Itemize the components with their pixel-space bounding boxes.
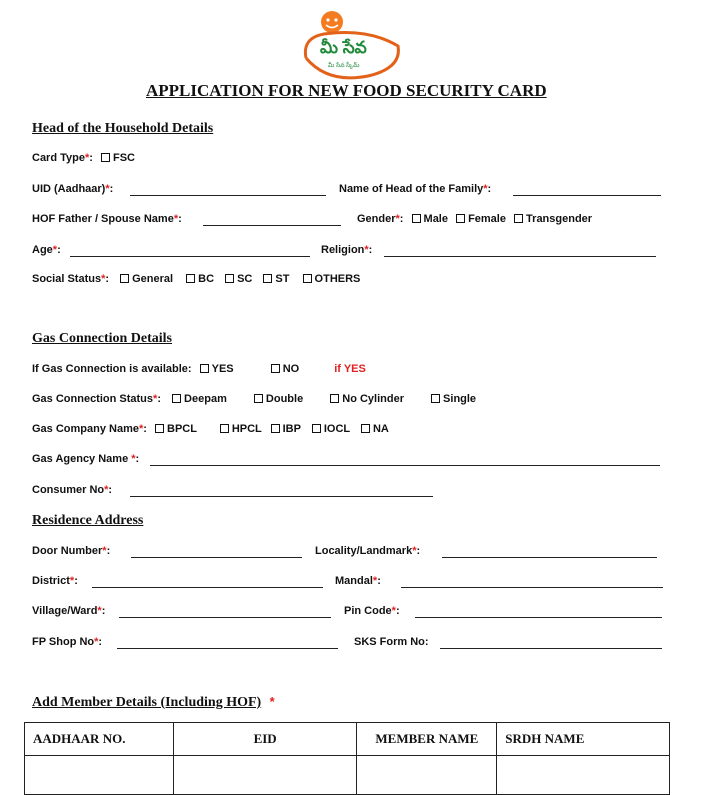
- hpcl-checkbox[interactable]: [220, 424, 229, 433]
- hof-father-field[interactable]: [203, 225, 341, 226]
- sks-form-field[interactable]: [440, 648, 662, 649]
- card-type-row: Card Type*: FSC: [32, 152, 135, 164]
- member-details-table: [24, 722, 670, 795]
- consumer-no-field[interactable]: [130, 496, 433, 497]
- if-yes-note: if YES: [334, 363, 366, 375]
- section-heading-household: Head of the Household Details: [32, 121, 214, 136]
- logo-tagline: మీ సేవ స్కీమ్: [328, 63, 360, 69]
- gas-company-row: Gas Company Name*: BPCL HPCL IBP IOCL NA: [32, 423, 389, 435]
- section-heading-residence: Residence Address: [32, 513, 144, 528]
- pin-code-field[interactable]: [415, 617, 662, 618]
- iocl-checkbox[interactable]: [312, 424, 321, 433]
- sks-form-label: SKS Form No:: [354, 636, 429, 648]
- member-table-header: [25, 723, 670, 756]
- general-checkbox[interactable]: [120, 274, 129, 283]
- no-cylinder-checkbox[interactable]: [330, 394, 339, 403]
- pin-code-label: Pin Code*:: [344, 605, 400, 617]
- fsc-checkbox[interactable]: [101, 153, 110, 162]
- column-member-name: MEMBER NAME: [357, 723, 497, 756]
- age-label: Age*:: [32, 244, 61, 256]
- mandal-label: Mandal*:: [335, 575, 381, 587]
- na-checkbox[interactable]: [361, 424, 370, 433]
- section-heading-gas: Gas Connection Details: [32, 331, 172, 346]
- door-number-label: Door Number*:: [32, 545, 111, 557]
- hof-father-label: HOF Father / Spouse Name*:: [32, 213, 182, 225]
- others-checkbox[interactable]: [303, 274, 312, 283]
- st-checkbox[interactable]: [263, 274, 272, 283]
- mandal-field[interactable]: [401, 587, 663, 588]
- column-aadhaar: AADHAAR NO.: [25, 723, 174, 756]
- srdh-name-cell[interactable]: [497, 756, 670, 795]
- single-checkbox[interactable]: [431, 394, 440, 403]
- locality-field[interactable]: [442, 557, 657, 558]
- sc-checkbox[interactable]: [225, 274, 234, 283]
- social-status-row: Social Status*: General BC SC ST OTHERS: [32, 273, 361, 285]
- transgender-checkbox[interactable]: [514, 214, 523, 223]
- eid-cell[interactable]: [173, 756, 357, 795]
- age-field[interactable]: [70, 256, 310, 257]
- village-field[interactable]: [119, 617, 331, 618]
- gas-yes-checkbox[interactable]: [200, 364, 209, 373]
- table-row: [25, 756, 670, 795]
- district-label: District*:: [32, 575, 78, 587]
- locality-label: Locality/Landmark*:: [315, 545, 421, 557]
- gas-agency-label: Gas Agency Name *:: [32, 453, 140, 465]
- deepam-checkbox[interactable]: [172, 394, 181, 403]
- logo-text: మీ సేవ: [320, 38, 367, 57]
- gas-status-row: Gas Connection Status*: Deepam Double No Cylinder Single: [32, 393, 477, 405]
- uid-label: UID (Aadhaar)*:: [32, 183, 114, 195]
- fp-shop-label: FP Shop No*:: [32, 636, 103, 648]
- double-checkbox[interactable]: [254, 394, 263, 403]
- column-eid: EID: [173, 723, 357, 756]
- village-label: Village/Ward*:: [32, 605, 106, 617]
- ibp-checkbox[interactable]: [271, 424, 280, 433]
- member-name-cell[interactable]: [357, 756, 497, 795]
- gas-available-row: If Gas Connection is available: YES NO if YES: [32, 363, 366, 375]
- gas-no-checkbox[interactable]: [271, 364, 280, 373]
- district-field[interactable]: [92, 587, 323, 588]
- fp-shop-field[interactable]: [117, 648, 338, 649]
- religion-label: Religion*:: [321, 244, 373, 256]
- form-title: APPLICATION FOR NEW FOOD SECURITY CARD: [146, 81, 547, 100]
- bc-checkbox[interactable]: [186, 274, 195, 283]
- religion-field[interactable]: [384, 256, 656, 257]
- uid-field[interactable]: [130, 195, 326, 196]
- consumer-no-label: Consumer No*:: [32, 484, 113, 496]
- gas-agency-field[interactable]: [150, 465, 660, 466]
- meeseva-logo: [298, 8, 408, 82]
- section-heading-members: Add Member Details (Including HOF) *: [32, 694, 275, 710]
- name-hof-field[interactable]: [513, 195, 661, 196]
- male-checkbox[interactable]: [412, 214, 421, 223]
- door-number-field[interactable]: [131, 557, 302, 558]
- female-checkbox[interactable]: [456, 214, 465, 223]
- name-hof-label: Name of Head of the Family*:: [339, 183, 492, 195]
- column-srdh-name: SRDH NAME: [497, 723, 670, 756]
- gender-row: Gender*: Male Female Transgender: [357, 213, 593, 225]
- bpcl-checkbox[interactable]: [155, 424, 164, 433]
- aadhaar-cell[interactable]: [25, 756, 174, 795]
